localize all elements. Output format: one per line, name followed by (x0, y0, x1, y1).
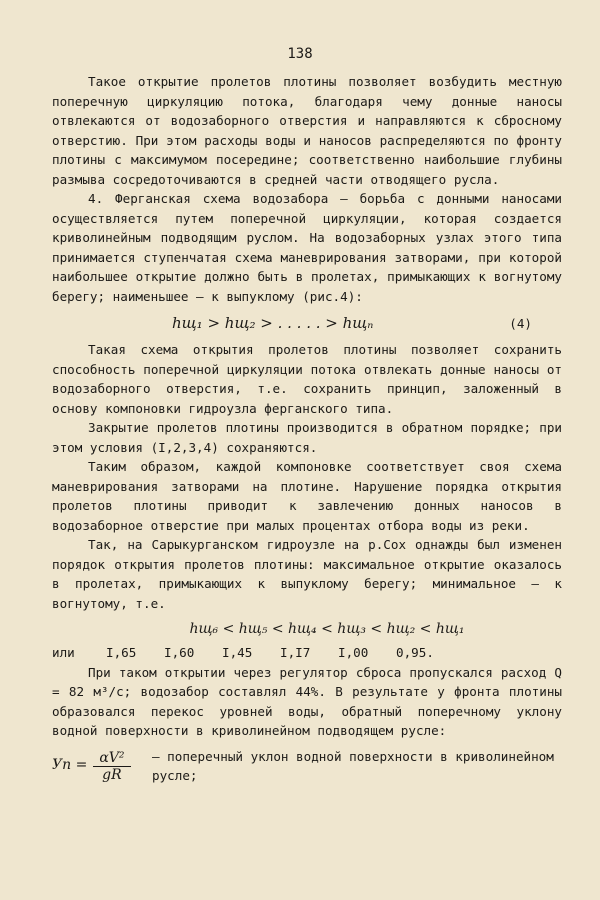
slope-expression (52, 747, 152, 786)
value: 0,95. (396, 645, 434, 660)
paragraph: Так, на Сарыкурганском гидроузле на р.Сох однажды был изменен порядок открытия пролетов плотины: максимальное открытие оказалось в пролетах, примыкающих к выпуклому берегу; минимальное – к вогнутому, т.е. (52, 537, 562, 611)
value: I,60 (164, 645, 195, 660)
page-number: 138 (287, 46, 313, 62)
paragraph: Закрытие пролетов плотины производится в обратном порядке; при этом условия (I,2,3,4) сохраняются. (52, 420, 562, 455)
slope-fraction (93, 750, 130, 783)
formula-4 (52, 306, 562, 340)
equation-number: (4) (509, 316, 532, 331)
paragraph: При таком открытии через регулятор сброса пропускался расход Q = 82 м³/с; водозабор составлял 44%. В результате у фронта плотины образовался перекос уровней воды, обратный поперечному уклону водной поверхности в криволинейном подводящем русле: (52, 664, 562, 738)
slope-formula (52, 747, 562, 786)
formula-expression: hщ₁ > hщ₂ > . . . . . > hщₙ (172, 314, 374, 332)
paragraph: Такая схема открытия пролетов плотины позволяет сохранить способность поперечной циркуляции потока отвлекать донные наносы от водозаборного отверстия, т.е. сохранить принцип, заложенный в основу компоновки гидроузла ферганского типа. (52, 342, 562, 416)
slope-lhs: Уп = (52, 757, 88, 774)
body-text (52, 72, 562, 786)
slope-numerator: αV² (93, 750, 130, 767)
value: I,65 (106, 645, 137, 660)
slope-description: – поперечный уклон водной поверхности в криволинейном русле; (152, 748, 554, 783)
formula-order: hщ₆ < hщ₅ < hщ₄ < hщ₃ < hщ₂ < hщ₁ (189, 621, 465, 637)
paragraph: 4. Ферганская схема водозабора – борьба с донными наносами осуществляется путем поперечной циркуляции, которая создается криволинейным подводящим руслом. На водозаборных узлах этого типа принимается ступенчатая схема маневрирования затворами, при которой наибольшее открытие должно быть в пролетах, примыкающих к вогнутому берегу; наименьшее – к выпуклому (рис.4): (52, 191, 562, 304)
values-label: или (52, 645, 75, 660)
value: I,I7 (280, 645, 311, 660)
values-row (52, 643, 562, 663)
paragraph: Такое открытие пролетов плотины позволяет возбудить местную поперечную циркуляцию потока, благодаря чему донные наносы отвлекаются от водозаборного отверстия и направляются к сбросному отверстию. При этом расходы воды и наносов распределяются по фронту плотины с максимумом посередине; соответственно наибольшие глубины размыва сосредоточиваются в средней части отводящего русла. (52, 74, 562, 187)
slope-denominator: gR (102, 766, 122, 783)
paragraph: Таким образом, каждой компоновке соответствует своя схема маневрирования затворами на плотине. Нарушение порядка открытия пролетов плотины приводит к завлечению донных наносов в водозаборное отверстие при малых процентах отбора воды из реки. (52, 459, 562, 533)
value: I,00 (338, 645, 369, 660)
value: I,45 (222, 645, 253, 660)
